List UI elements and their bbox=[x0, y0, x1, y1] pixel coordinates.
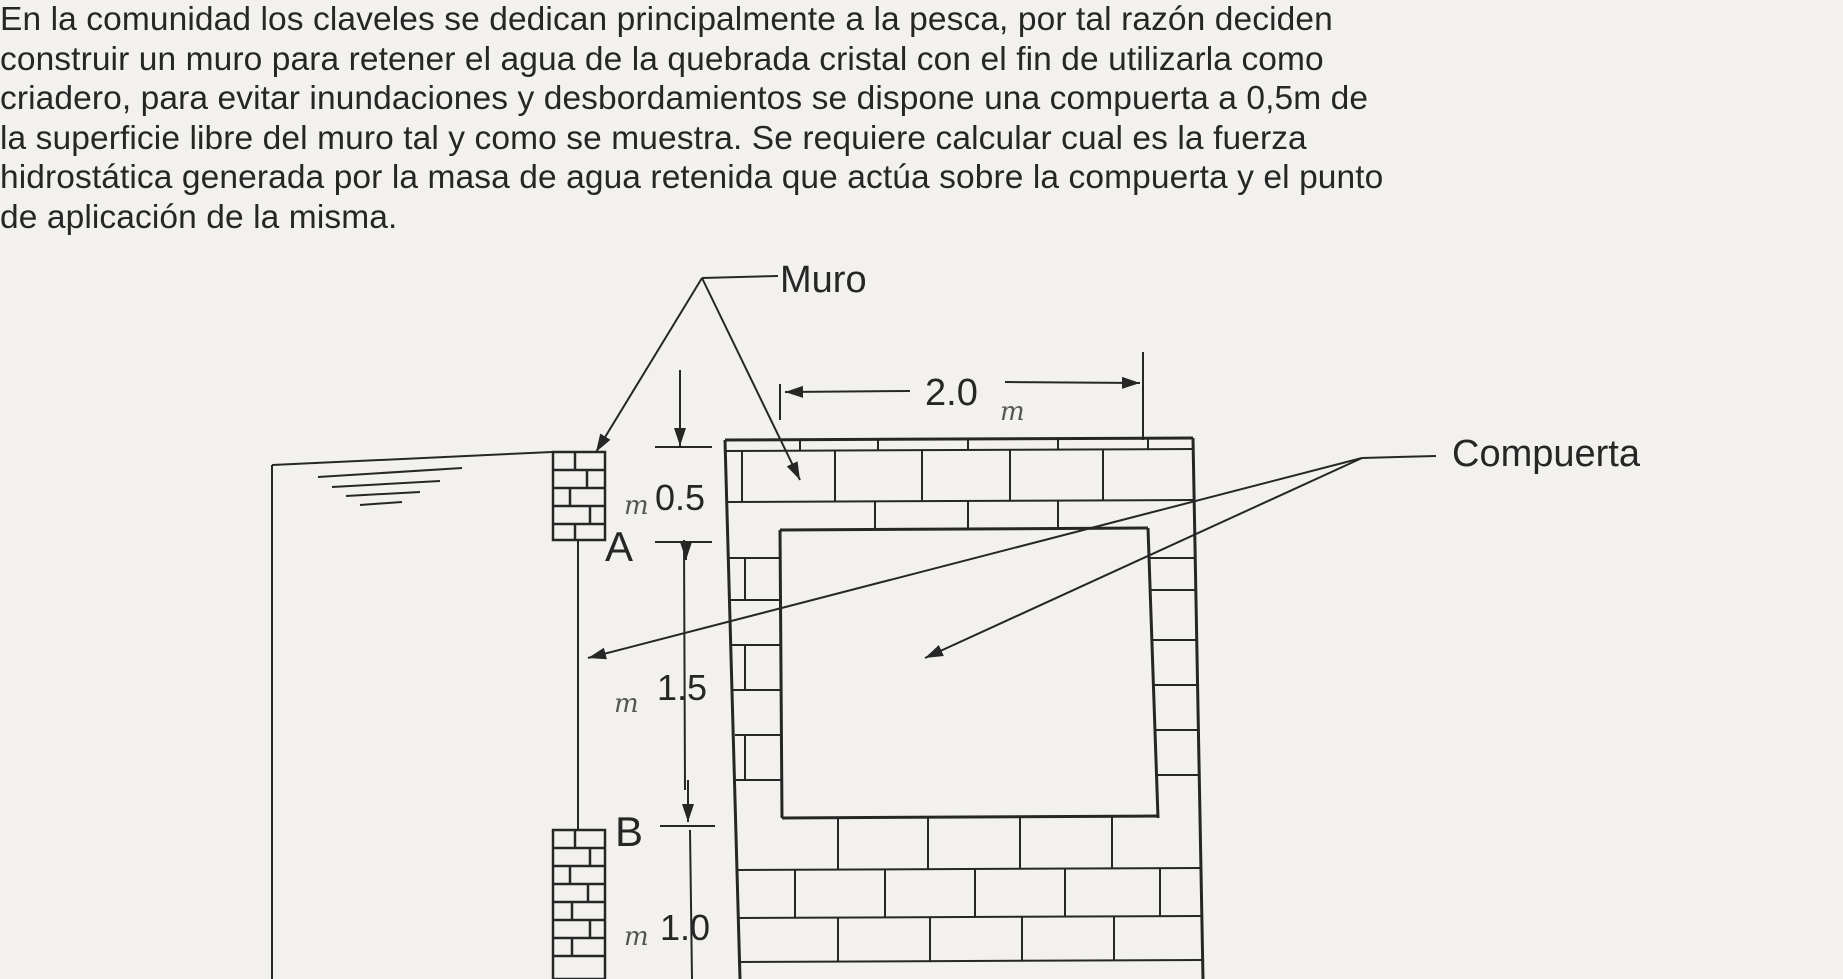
unit-mark: m bbox=[624, 922, 649, 952]
muro-leader-arrows bbox=[596, 276, 800, 480]
problem-line: de aplicación de la misma. bbox=[0, 198, 398, 236]
problem-line: En la comunidad los claveles se dedican principalmente a la pesca, por tal razón deciden bbox=[0, 1, 1333, 38]
compuerta-label: Compuerta bbox=[1452, 433, 1640, 475]
water-body bbox=[272, 452, 578, 979]
point-b-label: B bbox=[615, 808, 644, 855]
problem-line: hidrostática generada por la masa de agua retenida que actúa sobre la compuerta y el punto bbox=[0, 159, 1384, 196]
dim-top-label: 0.5 bbox=[655, 477, 706, 518]
wall-frame bbox=[725, 438, 1203, 979]
dim-bottom-label: 1.0 bbox=[660, 907, 711, 948]
problem-line: construir un muro para retener el agua de la quebrada cristal con el fin de utilizarla como bbox=[0, 40, 1324, 78]
point-a-label: A bbox=[605, 523, 634, 570]
unit-mark: m bbox=[614, 689, 639, 719]
gate-a-bricks bbox=[553, 452, 605, 540]
water-surface-icon bbox=[318, 468, 462, 505]
muro-label: Muro bbox=[780, 259, 867, 301]
compuerta-leader-arrows bbox=[588, 456, 1436, 658]
gate-b-bricks bbox=[553, 830, 605, 979]
unit-mark: m bbox=[624, 491, 649, 521]
problem-line: criadero, para evitar inundaciones y desbordamientos se dispone una compuerta a 0,5m de bbox=[0, 80, 1369, 117]
unit-mark: m bbox=[1000, 397, 1025, 427]
dim-width-label: 2.0 bbox=[925, 372, 978, 414]
problem-line: la superficie libre del muro tal y como se muestra. Se requiere calcular cual es la fuerza bbox=[0, 119, 1307, 157]
dim-middle-label: 1.5 bbox=[657, 667, 708, 708]
